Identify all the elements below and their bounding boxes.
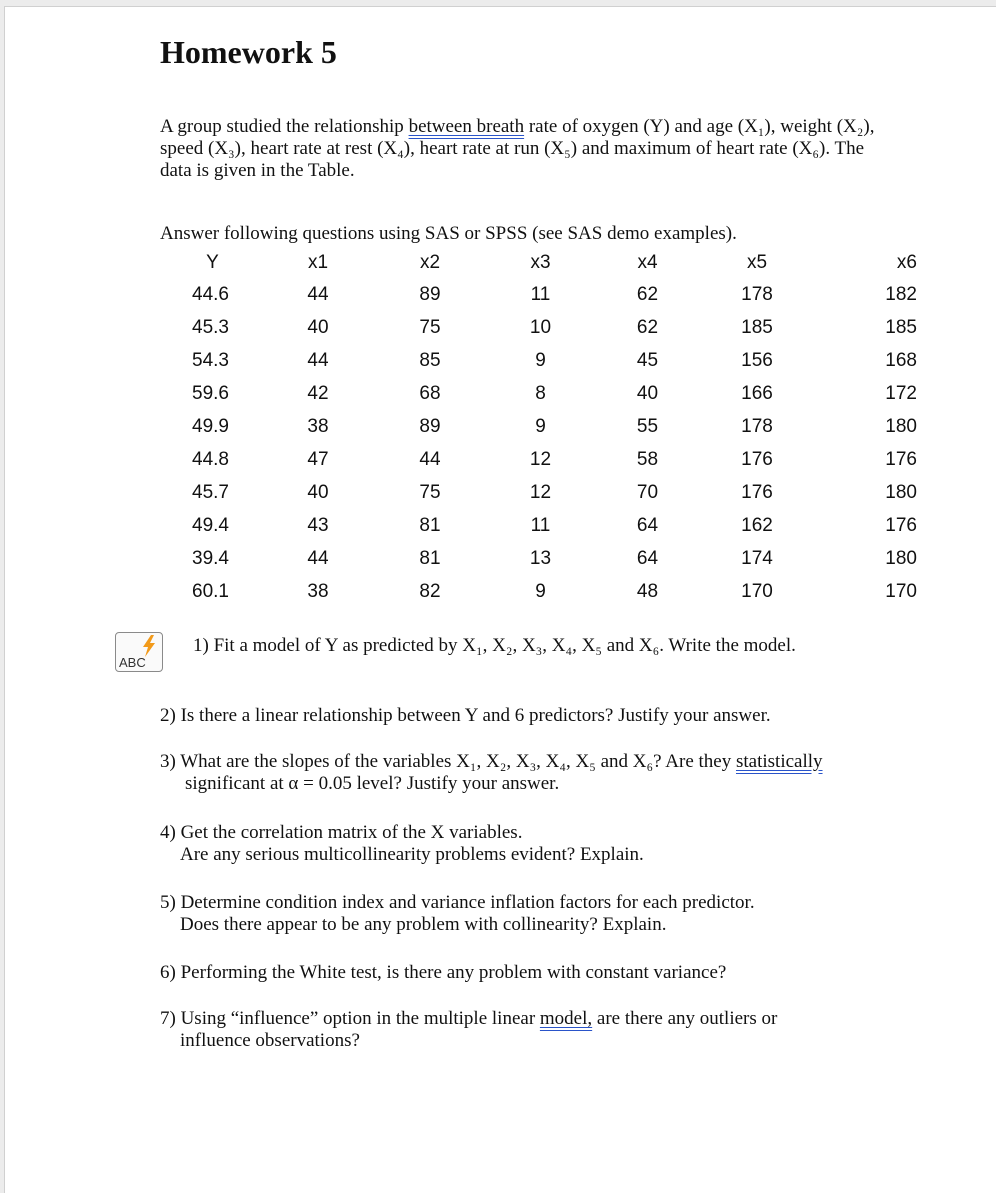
table-cell: 44 — [307, 349, 329, 371]
question-1: 1) Fit a model of Y as predicted by X₁, X₂, X₃, X₄, X₅ and X₆. Write the model. — [193, 635, 796, 656]
table-cell: 64 — [636, 514, 659, 536]
table-row — [160, 377, 917, 410]
table-cell: 12 — [529, 481, 552, 503]
table-cell: 44.6 — [192, 283, 229, 305]
table-cell: 85 — [419, 349, 441, 371]
table-cell: 9 — [535, 580, 546, 602]
spelling-underline[interactable]: model, — [539, 1008, 593, 1029]
table-row — [160, 311, 917, 344]
question-7-text-b: are there any outliers or — [592, 1008, 778, 1029]
table-cell: 68 — [419, 382, 441, 404]
table-cell: 172 — [885, 382, 917, 404]
table-cell: 13 — [529, 547, 552, 569]
table-cell: 38 — [307, 580, 329, 602]
table-cell: 70 — [636, 481, 659, 503]
spellcheck-badge[interactable] — [115, 632, 163, 672]
table-cell: 176 — [741, 481, 773, 503]
table-cell: 178 — [741, 283, 773, 305]
column-header: x1 — [307, 252, 329, 273]
table-cell: 38 — [307, 415, 329, 437]
table-cell: 166 — [741, 382, 773, 404]
table-cell: 42 — [307, 382, 329, 404]
lightning-bolt-icon — [140, 635, 158, 657]
intro-text-1: A group studied the relationship — [160, 116, 409, 137]
table-cell: 81 — [419, 547, 441, 569]
table-cell: 178 — [741, 415, 773, 437]
table-cell: 44 — [307, 283, 329, 305]
table-cell: 9 — [535, 349, 546, 371]
table-cell: 40 — [307, 481, 329, 503]
question-3 — [160, 751, 823, 795]
table-cell: 176 — [741, 448, 773, 470]
column-header: x4 — [637, 252, 658, 273]
table-cell: 170 — [741, 580, 773, 602]
table-row — [160, 443, 917, 476]
spellcheck-badge-label: ABC — [119, 655, 146, 670]
table-header-row — [160, 248, 917, 278]
table-cell: 185 — [741, 316, 773, 338]
table-cell: 182 — [885, 283, 917, 305]
table-cell: 9 — [535, 415, 546, 437]
table-cell: 89 — [419, 415, 441, 437]
table-cell: 89 — [419, 283, 441, 305]
table-cell: 49.9 — [192, 415, 229, 437]
table-cell: 45.7 — [192, 481, 229, 503]
table-cell: 40 — [636, 382, 659, 404]
table-cell: 168 — [885, 349, 917, 371]
table-cell: 54.3 — [192, 349, 229, 371]
table-cell: 45 — [636, 349, 659, 371]
table-cell: 176 — [885, 448, 917, 470]
column-header: x2 — [419, 252, 441, 273]
table-cell: 11 — [530, 514, 551, 536]
table-row — [160, 410, 917, 443]
table-cell: 185 — [885, 316, 917, 338]
table-cell: 82 — [419, 580, 441, 602]
table-cell: 44 — [307, 547, 329, 569]
table-cell: 60.1 — [192, 580, 229, 602]
table-cell: 180 — [885, 547, 917, 569]
table-row — [160, 476, 917, 509]
intro-paragraph — [160, 116, 900, 182]
table-cell: 48 — [636, 580, 659, 602]
column-header: x5 — [746, 252, 768, 273]
question-3-text-a: 3) What are the slopes of the variables X₁, X₂, X₃, X₄, X₅ and X₆? Are they — [160, 751, 736, 772]
question-4 — [160, 822, 644, 866]
table-row — [160, 542, 917, 575]
table-cell: 44 — [419, 448, 441, 470]
table-cell: 10 — [529, 316, 552, 338]
table-cell: 49.4 — [192, 514, 229, 536]
question-6: 6) Performing the White test, is there any problem with constant variance? — [160, 962, 727, 983]
column-header: Y — [206, 252, 219, 273]
table-cell: 12 — [529, 448, 552, 470]
table-cell: 59.6 — [192, 382, 229, 404]
question-7-text-a: 7) Using “influence” option in the multiple linear — [160, 1008, 540, 1029]
spelling-underline[interactable]: between breath — [408, 116, 525, 137]
table-cell: 156 — [741, 349, 773, 371]
table-cell: 174 — [741, 547, 773, 569]
instruction-text: Answer following questions using SAS or SPSS (see SAS demo examples). — [160, 223, 737, 244]
column-header: x3 — [530, 252, 551, 273]
column-header: x6 — [896, 252, 917, 273]
intro-text-2: rate of oxygen (Y) and age (X₁), weight (X₂), speed (X₃), heart rate at rest (X₄), heart rate at run (X₅) and maximum of heart rate (X₆). The data is given in the Table. — [160, 116, 875, 181]
question-2: 2) Is there a linear relationship between Y and 6 predictors? Justify your answer. — [160, 705, 771, 726]
table-cell: 62 — [636, 316, 659, 338]
table-cell: 40 — [307, 316, 329, 338]
question-5-text-a: 5) Determine condition index and variance inflation factors for each predictor. — [160, 892, 755, 913]
table-cell: 170 — [885, 580, 917, 602]
table-cell: 11 — [530, 283, 551, 305]
question-4-text-b: Are any serious multicollinearity problems evident? Explain. — [180, 844, 644, 865]
table-cell: 64 — [636, 547, 659, 569]
table-cell: 62 — [636, 283, 659, 305]
table-cell: 39.4 — [192, 547, 229, 569]
table-cell: 75 — [419, 316, 441, 338]
question-3-text-b: significant at α = 0.05 level? Justify your answer. — [185, 773, 560, 794]
table-row — [160, 509, 917, 542]
table-cell: 44.8 — [192, 448, 229, 470]
table-cell: 81 — [419, 514, 441, 536]
data-table — [160, 248, 917, 608]
table-cell: 180 — [885, 481, 917, 503]
table-cell: 47 — [307, 448, 329, 470]
table-cell: 180 — [885, 415, 917, 437]
table-cell: 75 — [419, 481, 441, 503]
table-cell: 55 — [636, 415, 659, 437]
table-cell: 162 — [741, 514, 773, 536]
table-row — [160, 278, 917, 311]
table-row — [160, 575, 917, 608]
table-cell: 176 — [885, 514, 917, 536]
question-7-text-c: influence observations? — [180, 1030, 360, 1051]
question-7 — [160, 1008, 777, 1052]
question-5 — [160, 892, 755, 936]
question-4-text-a: 4) Get the correlation matrix of the X variables. — [160, 822, 523, 843]
table-row — [160, 344, 917, 377]
table-cell: 45.3 — [192, 316, 229, 338]
table-cell: 58 — [636, 448, 659, 470]
spelling-underline[interactable]: statistically — [735, 751, 823, 772]
table-cell: 8 — [535, 382, 546, 404]
table-cell: 43 — [307, 514, 329, 536]
page-title: Homework 5 — [160, 34, 337, 70]
question-5-text-b: Does there appear to be any problem with collinearity? Explain. — [180, 914, 667, 935]
